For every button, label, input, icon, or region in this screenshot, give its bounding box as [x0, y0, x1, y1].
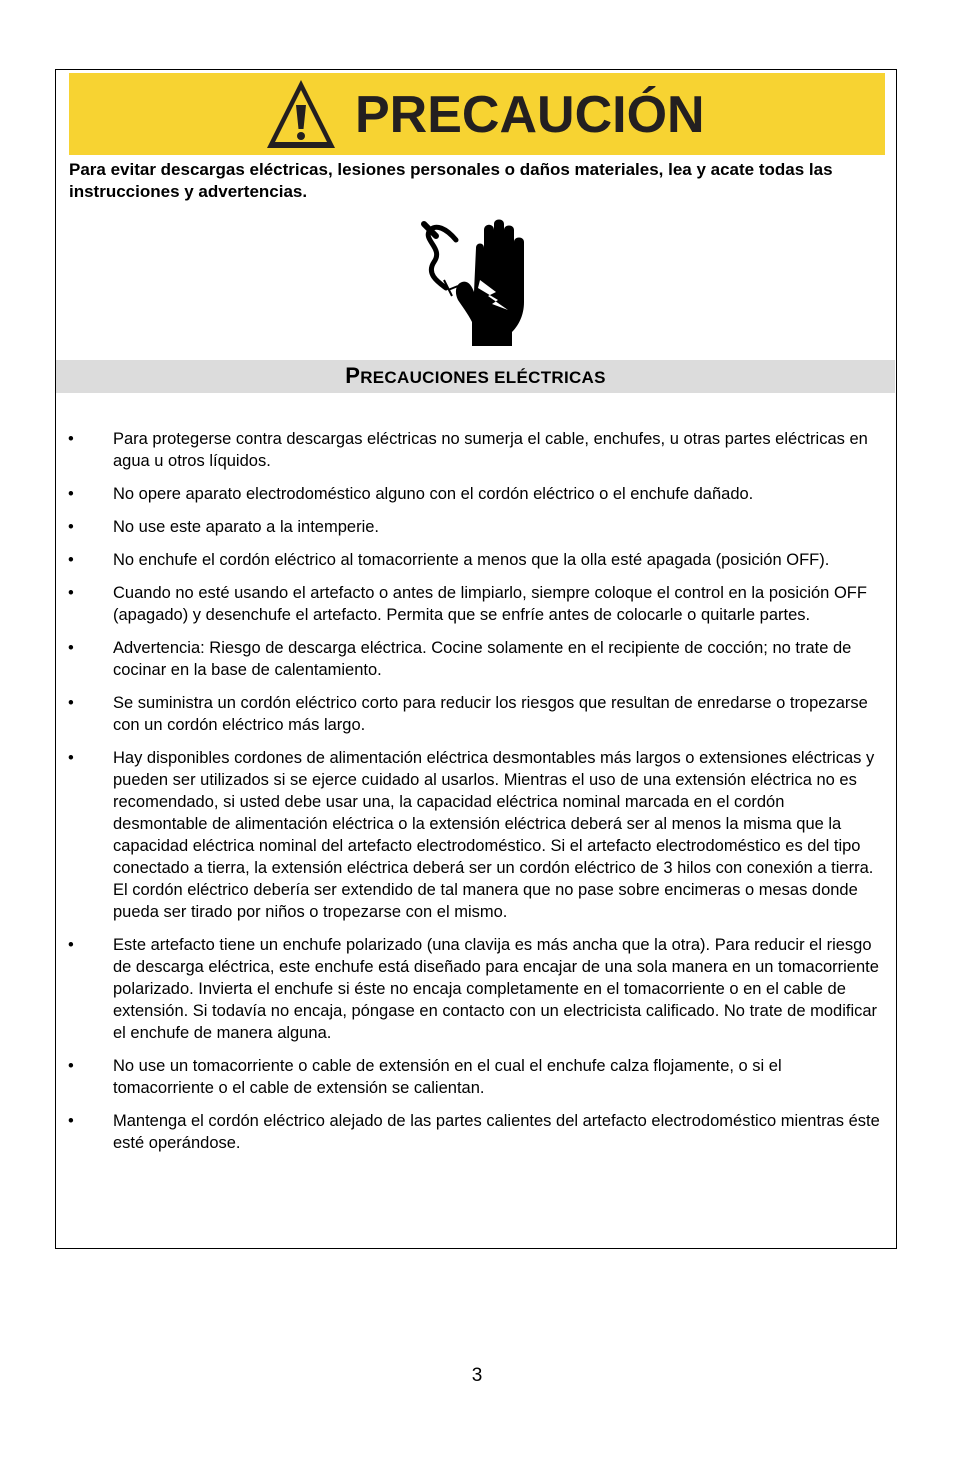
- bullet-icon: •: [68, 749, 74, 767]
- caution-banner: [69, 73, 885, 155]
- bullet-icon: •: [68, 1057, 74, 1075]
- list-item: • Cuando no esté usando el artefacto o antes de limpiarlo, siempre coloque el control en la posición OFF (apagado) y desenchufe el artefacto. Permita que se enfríe antes de colocarle o quitarle partes.: [68, 584, 867, 624]
- bullet-icon: •: [68, 694, 74, 712]
- list-item: • Advertencia: Riesgo de descarga eléctrica. Cocine solamente en el recipiente de cocción; no trate de cocinar en la base de calentamiento.: [68, 639, 852, 679]
- list-item: • No use un tomacorriente o cable de extensión en el cual el enchufe calza flojamente, o si el tomacorriente o el cable de extensión se calientan.: [68, 1057, 782, 1097]
- list-item: • No enchufe el cordón eléctrico al tomacorriente a menos que la olla esté apagada (posición OFF).: [68, 551, 830, 569]
- list-item: • Para protegerse contra descargas eléctricas no sumerja el cable, enchufes, u otras partes eléctricas en agua u otros líquidos.: [68, 430, 868, 470]
- bullet-icon: •: [68, 1112, 74, 1130]
- section-title: PRECAUCIONES ELÉCTRICAS: [345, 363, 606, 388]
- list-item: • Mantenga el cordón eléctrico alejado de las partes calientes del artefacto electrodoméstico mientras éste esté operándose.: [68, 1112, 880, 1152]
- bullet-icon: •: [68, 485, 74, 503]
- list-item: • Este artefacto tiene un enchufe polarizado (una clavija es más ancha que la otra). Para reducir el riesgo de descarga eléctrica, este enchufe está diseñado para encajar de una sola manera en un tomacorriente polarizado. Invierta el enchufe si éste no encaja completamente en el tomacorriente o en el cable de extensión. Si todavía no encaja, póngase en contacto con un electricista calificado. No trate de modificar el enchufe de manera alguna.: [68, 936, 879, 1042]
- warning-triangle-icon: [265, 77, 337, 151]
- list-item: • Se suministra un cordón eléctrico corto para reducir los riesgos que resultan de enredarse o tropezarse con un cordón eléctrico más largo.: [68, 694, 868, 734]
- bullet-icon: •: [68, 518, 74, 536]
- bullet-icon: •: [68, 430, 74, 448]
- caution-box: [55, 69, 897, 1249]
- page-number: 3: [471, 1365, 483, 1386]
- bullet-icon: •: [68, 584, 74, 602]
- bullet-icon: •: [68, 936, 74, 954]
- section-header: [56, 360, 895, 393]
- list-item: • Hay disponibles cordones de alimentación eléctrica desmontables más largos o extensiones eléctricas y pueden ser utilizados si se ejerce cuidado al usarlos. Mientras el uso de una extensión eléctrica no es recomendado, si usted debe usar una, la capacidad eléctrica nominal marcada en el cordón desmontable de alimentación eléctrica o la extensión eléctrica deberá ser al menos la misma que la capacidad eléctrica nominal del artefacto electrodoméstico. Si el artefacto electrodoméstico es del tipo conectado a tierra, la extensión eléctrica deberá ser un cordón eléctrico de 3 hilos con conexión a tierra. El cordón eléctrico debería ser extendido de tal manera que no pase sobre encimeras o mesas donde pueda ser tirado por niños o tropezarse con el mismo.: [68, 749, 875, 921]
- electric-shock-hand-icon: [416, 218, 532, 346]
- list-item: • No use este aparato a la intemperie.: [68, 518, 379, 536]
- intro-warning-text: Para evitar descargas eléctricas, lesiones personales o daños materiales, lea y acate todas las instrucciones y advertencias.: [69, 160, 833, 201]
- list-item: • No opere aparato electrodoméstico alguno con el cordón eléctrico o el enchufe dañado.: [68, 485, 754, 503]
- caution-title: PRECAUCIÓN: [355, 86, 705, 144]
- bullet-icon: •: [68, 551, 74, 569]
- precautions-list: [56, 428, 895, 1165]
- bullet-icon: •: [68, 639, 74, 657]
